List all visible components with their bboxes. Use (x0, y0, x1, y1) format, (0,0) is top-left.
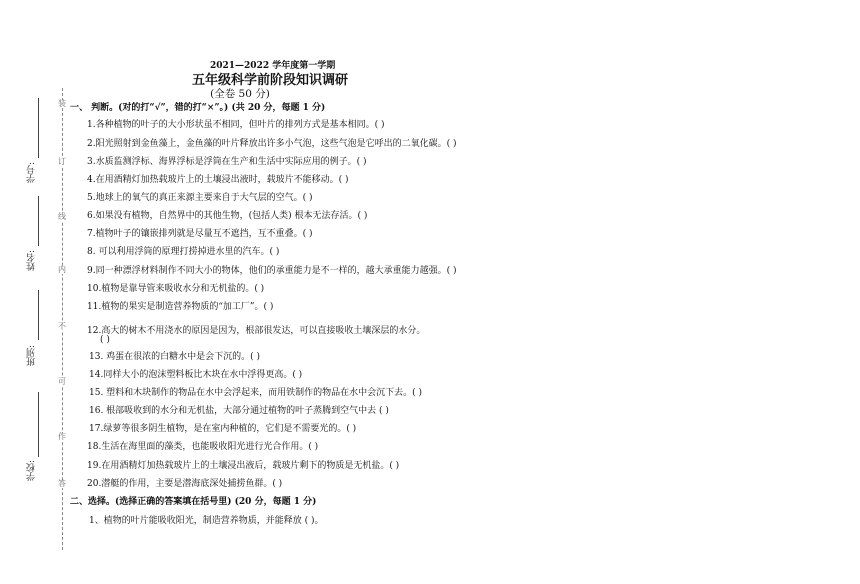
question-item: 17.绿萝等很多阴生植物，是在室内种植的，它们是不需要光的。( ) (89, 424, 357, 434)
question-item: 2.阳光照射到金鱼藻上，金鱼藻的叶片释放出许多小气泡，这些气泡是它呼出的二氧化碳。( ) (87, 139, 457, 149)
question-item: 18.生活在海里面的藻类，也能吸收阳光进行光合作用。( ) (87, 442, 319, 452)
total-score: (全卷 50 分) (210, 88, 270, 100)
binding-char: 可 (58, 377, 66, 386)
question-item: 8. 可以利用浮筒的原理打捞掉进水里的汽车。( ) (87, 247, 280, 257)
binding-char: 不 (58, 322, 66, 331)
binding-char: 内 (58, 265, 66, 274)
question-item: 10.植物是靠导管来吸收水分和无机盐的。( ) (87, 284, 265, 294)
question-item: 11.植物的果实是制造营养物质的“加工厂”。( ) (87, 302, 274, 312)
student-id-label: 学号: (27, 162, 37, 184)
question-item: 15. 塑料和木块制作的物品在水中会浮起来，而用铁制作的物品在水中会沉下去。( ) (89, 388, 423, 398)
question-answer-blank: ( ) (100, 335, 110, 345)
student-id-line (38, 98, 39, 158)
question-item: 9.同一种漂浮材料制作不同大小的物体，他们的承重能力是不一样的，越大承重能力越强。( ) (87, 266, 457, 276)
question-item: 4.在用酒精灯加热载玻片上的土壤浸出液时，载玻片不能移动。( ) (87, 175, 349, 185)
question-item: 6.如果没有植物，自然界中的其他生物，(包括人类) 根本无法存活。( ) (87, 211, 368, 221)
school-year: 2021—2022 学年度第一学期 (210, 61, 336, 71)
name-label: 姓名: (27, 250, 37, 272)
binding-char: 答 (58, 479, 66, 488)
question-item: 13. 鸡蛋在很浓的白糖水中是会下沉的。( ) (89, 352, 261, 362)
question-item: 7.植物叶子的镶嵌排列就是尽量互不遮挡，互不重叠。( ) (87, 229, 313, 239)
class-label: 班别: (27, 345, 37, 367)
question-item: 12.高大的树木不用浇水的原因是因为，根部很发达，可以直接吸收土壤深层的水分。 (87, 326, 426, 336)
school-line (38, 392, 39, 457)
question-item: 16. 根部吸收到的水分和无机盐，大部分通过植物的叶子蒸腾到空气中去 ( ) (89, 406, 389, 416)
question-item: 3.水质监测浮标、海界浮标是浮筒在生产和生活中实际应用的例子。( ) (87, 157, 367, 167)
binding-char: 订 (58, 157, 66, 166)
school-label: 学校: (27, 460, 37, 482)
name-line (38, 196, 39, 246)
binding-char: 装 (58, 99, 66, 108)
question-item: 1、植物的叶片能吸收阳光，制造营养物质，并能释放 ( )。 (89, 516, 324, 526)
question-item: 5.地球上的氧气的真正来源主要来自于大气层的空气。( ) (87, 193, 313, 203)
question-item: 1.各种植物的叶子的大小形状虽不相同，但叶片的排列方式是基本相同。( ) (87, 120, 385, 130)
binding-char: 作 (58, 432, 66, 441)
binding-char: 线 (58, 212, 66, 221)
question-item: 19.在用酒精灯加热载玻片上的土壤浸出液后，载玻片剩下的物质是无机盐。( ) (87, 461, 400, 471)
section-2-title: 二、选择。(选择正确的答案填在括号里) (20 分，每题 1 分) (70, 497, 317, 507)
class-line (38, 290, 39, 340)
question-item: 14.同样大小的泡沫塑料板比木块在水中浮得更高。( ) (89, 370, 303, 380)
question-item: 20.潜艇的作用，主要是潜海底深处捕捞鱼群。( ) (87, 479, 283, 489)
page-title: 五年级科学前阶段知识调研 (191, 73, 348, 88)
section-1-title: 一、 判断。(对的打“√”，错的打“×”。) (共 20 分，每题 1 分) (70, 103, 326, 113)
